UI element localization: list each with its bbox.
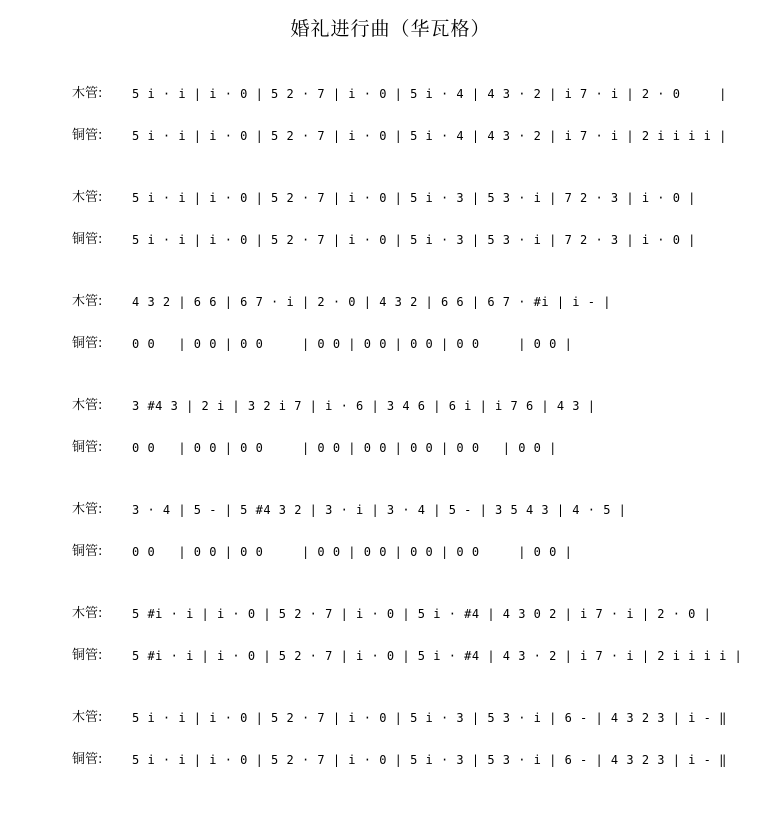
instrument-label: 木管: [72,398,103,413]
instrument-label: 铜管: [72,128,103,143]
instrument-label: 木管: [72,606,103,621]
notation-line: 5 #i · i | i · 0 | 5 2 · 7 | i · 0 | 5 i · #4 | 4 3 0 2 | i 7 · i | 2 · 0 | [132,607,712,621]
instrument-label: 木管: [72,294,103,309]
notation-line: 5 i · i | i · 0 | 5 2 · 7 | i · 0 | 5 i · 4 | 4 3 · 2 | i 7 · i | 2 · 0 | [132,87,727,101]
instrument-label: 铜管: [72,232,103,247]
notation-line: 0 0 | 0 0 | 0 0 | 0 0 | 0 0 | 0 0 | 0 0 | 0 0 | [132,545,573,559]
notation-line: 5 i · i | i · 0 | 5 2 · 7 | i · 0 | 5 i · 3 | 5 3 · i | 6 - | 4 3 2 3 | i - ‖ [132,711,727,725]
instrument-label: 铜管: [72,336,103,351]
notation-line: 0 0 | 0 0 | 0 0 | 0 0 | 0 0 | 0 0 | 0 0 | 0 0 | [132,441,557,455]
notation-line: 4 3 2 | 6 6 | 6 7 · i | 2 · 0 | 4 3 2 | 6 6 | 6 7 · #i | i - | [132,295,611,309]
notation-line: 3 · 4 | 5 - | 5 #4 3 2 | 3 · i | 3 · 4 | 5 - | 3 5 4 3 | 4 · 5 | [132,503,627,517]
instrument-label: 铜管: [72,752,103,767]
notation-line: 5 i · i | i · 0 | 5 2 · 7 | i · 0 | 5 i · 3 | 5 3 · i | 7 2 · 3 | i · 0 | [132,191,696,205]
instrument-label: 木管: [72,190,103,205]
notation-line: 5 i · i | i · 0 | 5 2 · 7 | i · 0 | 5 i · 4 | 4 3 · 2 | i 7 · i | 2 i i i i | [132,129,727,143]
notation-line: 5 i · i | i · 0 | 5 2 · 7 | i · 0 | 5 i · 3 | 5 3 · i | 6 - | 4 3 2 3 | i - ‖ [132,753,727,767]
page-title: 婚礼进行曲（华瓦格） [290,18,491,40]
instrument-label: 铜管: [72,440,103,455]
instrument-label: 铜管: [72,648,103,663]
instrument-label: 铜管: [72,544,103,559]
instrument-label: 木管: [72,502,103,517]
instrument-label: 木管: [72,710,103,725]
notation-line: 0 0 | 0 0 | 0 0 | 0 0 | 0 0 | 0 0 | 0 0 | 0 0 | [132,337,573,351]
notation-line: 5 #i · i | i · 0 | 5 2 · 7 | i · 0 | 5 i · #4 | 4 3 · 2 | i 7 · i | 2 i i i i | [132,649,743,663]
instrument-label: 木管: [72,86,103,101]
notation-line: 3 #4 3 | 2 i | 3 2 i 7 | i · 6 | 3 4 6 | 6 i | i 7 6 | 4 3 | [132,399,596,413]
notation-line: 5 i · i | i · 0 | 5 2 · 7 | i · 0 | 5 i · 3 | 5 3 · i | 7 2 · 3 | i · 0 | [132,233,696,247]
